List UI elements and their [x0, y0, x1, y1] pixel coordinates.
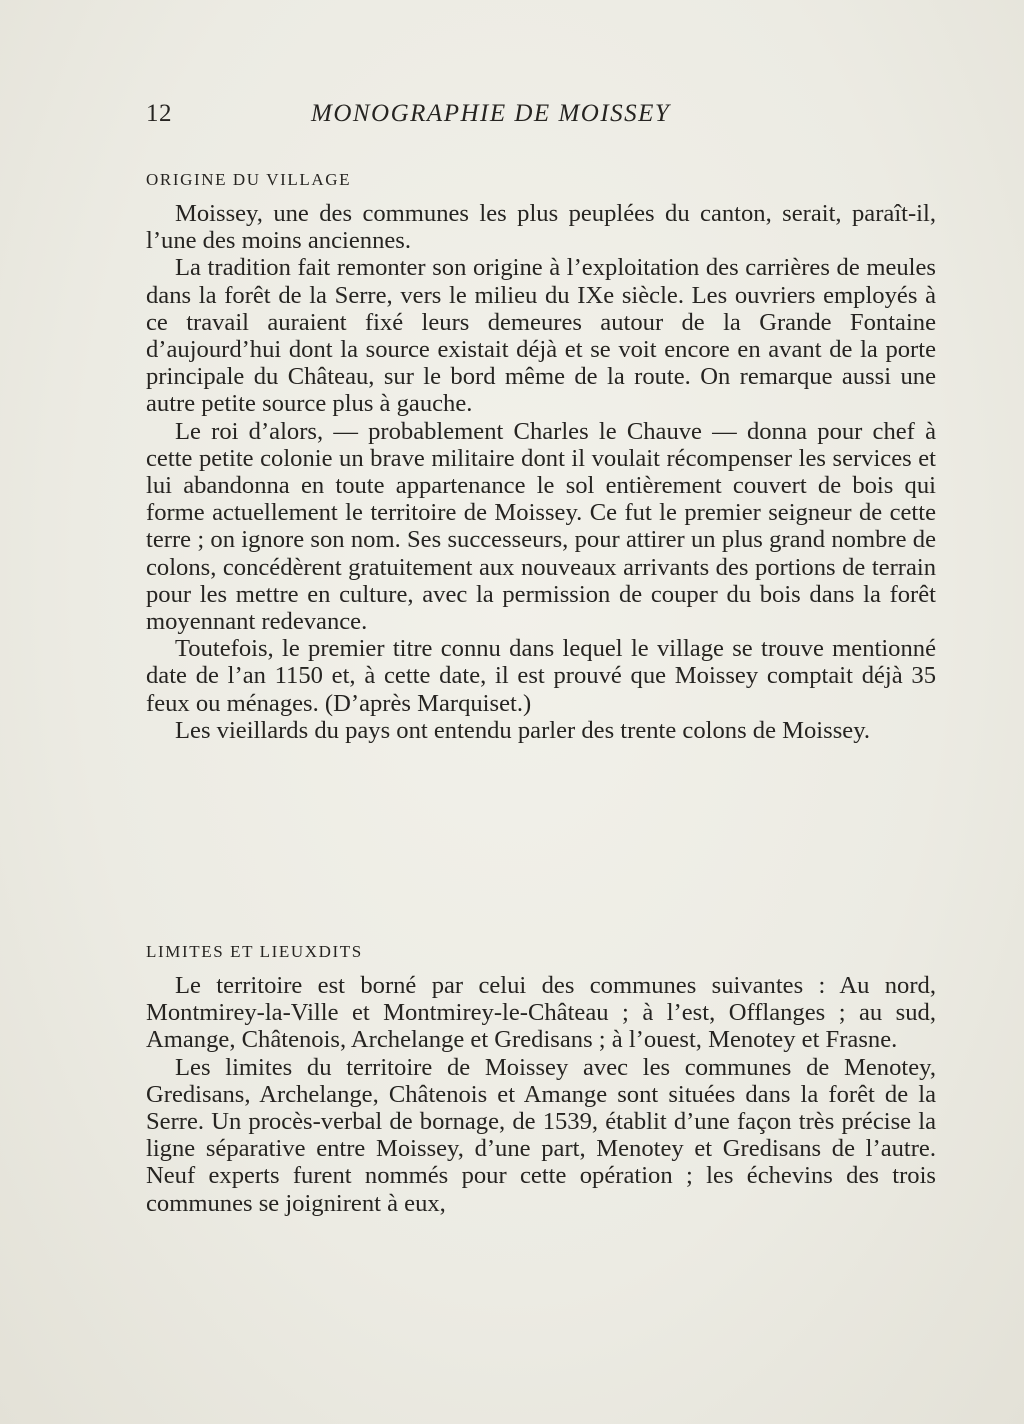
running-title: MONOGRAPHIE DE MOISSEY [311, 100, 671, 127]
paragraph: Toutefois, le premier titre connu dans lequel le village se trouve mentionné date de l’an 1150 et, à cette date, il est prouvé que Moissey comptait déjà 35 feux ou ménages. (D’après Marquiset.) [146, 635, 936, 717]
paragraph: Le territoire est borné par celui des communes suivantes : Au nord, Montmirey-la-Ville et Montmirey-le-Château ; à l’est, Offlanges ; au sud, Amange, Châtenois, Archelange et Gredisans ; à l’ouest, Menotey et Frasne. [146, 972, 936, 1054]
section-heading-origine: ORIGINE DU VILLAGE [146, 170, 352, 189]
paragraph: Les vieillards du pays ont entendu parler des trente colons de Moissey. [175, 716, 871, 744]
paragraph: Les limites du territoire de Moissey avec les communes de Menotey, Gredisans, Archelange, Châtenois et Amange sont situées dans la forêt de la Serre. Un procès-verbal de bornage, de 1539, établit d’une façon très précise la ligne séparative entre Moissey, d’une part, Menotey et Gredisans de l’autre. Neuf experts furent nommés pour cette opération ; les échevins des trois communes se joignirent à eux, [146, 1053, 936, 1217]
page-header [146, 100, 936, 140]
section-heading-limites: LIMITES ET LIEUXDITS [146, 942, 363, 961]
paragraph: Le roi d’alors, — probablement Charles le Chauve — donna pour chef à cette petite colonie un brave militaire dont il voulait récompenser les services et lui abandonna en toute appartenance le sol entièrement couvert de bois qui forme actuellement le territoire de Moissey. Ce fut le premier seigneur de cette terre ; on ignore son nom. Ses successeurs, pour attirer un plus grand nombre de colons, concédèrent gratuitement aux nouveaux arrivants des portions de terrain pour les mettre en culture, avec la permission de couper du bois dans la forêt moyennant redevance. [146, 417, 936, 636]
section-body-origine [146, 200, 936, 744]
section-body-limites [146, 972, 936, 1217]
page-number: 12 [146, 100, 172, 127]
paragraph: Moissey, une des communes les plus peuplées du canton, serait, paraît-il, l’une des moins anciennes. [146, 200, 936, 255]
paragraph: La tradition fait remonter son origine à l’exploitation des carrières de meules dans la forêt de la Serre, vers le milieu du IXe siècle. Les ouvriers employés à ce travail auraient fixé leurs demeures autour de la Grande Fontaine d’aujourd’hui dont la source existait déjà et se voit encore en avant de la porte principale du Château, sur le bord même de la route. On remarque aussi une autre petite source plus à gauche. [146, 254, 936, 418]
